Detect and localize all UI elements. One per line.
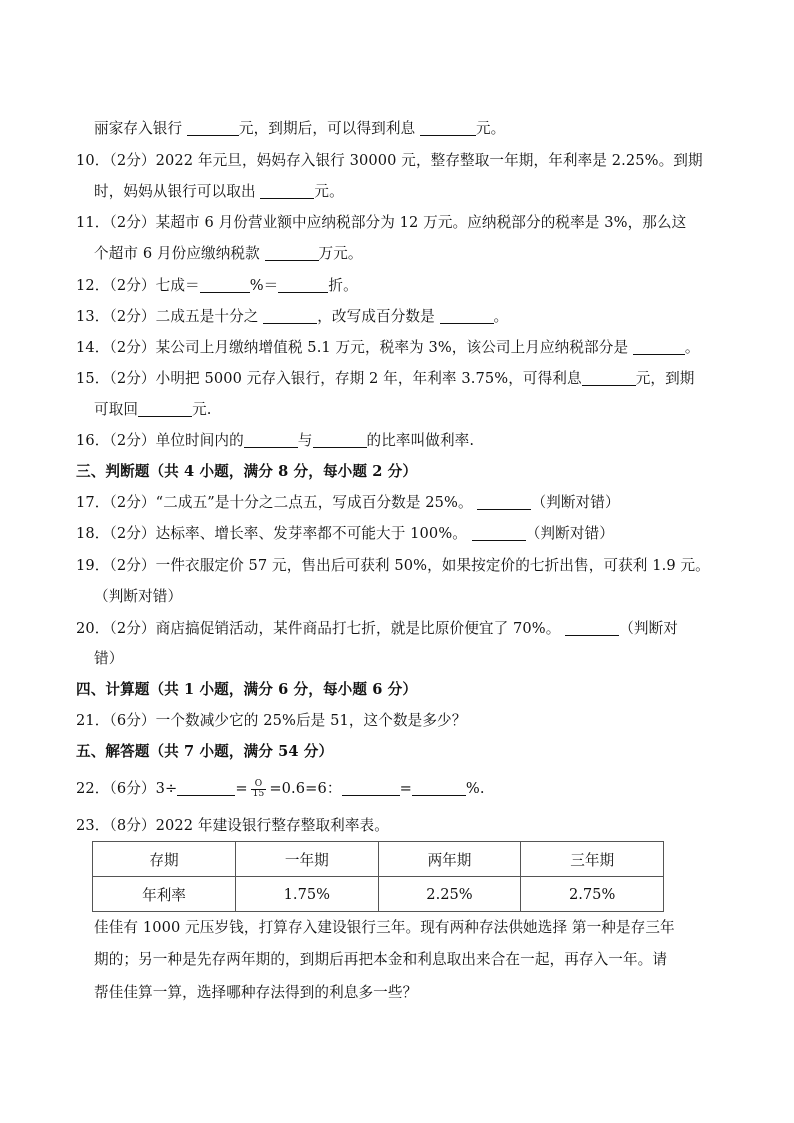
answer-blank[interactable] <box>187 120 239 136</box>
table-cell: 2.75% <box>521 877 664 912</box>
table-cell: 存期 <box>93 842 236 877</box>
answer-blank[interactable] <box>278 277 328 293</box>
section-5-heading: 五、解答题（共 7 小题，满分 54 分） <box>76 743 334 760</box>
interest-rate-table <box>92 841 664 912</box>
answer-blank[interactable] <box>138 401 192 417</box>
question-19-line2: （判断对错） <box>94 588 183 605</box>
answer-blank[interactable] <box>565 620 619 636</box>
question-23-title: 23．（8分）2022 年建设银行整存整取利率表。 <box>76 817 389 834</box>
answer-blank[interactable] <box>260 183 314 199</box>
section-3-heading: 三、判断题（共 4 小题，满分 8 分，每小题 2 分） <box>76 463 418 480</box>
question-10-line1: 10．（2分）2022 年元旦，妈妈存入银行 30000 元，整存整取一年期，年利率是 2.25%。到期 <box>76 152 703 169</box>
answer-blank[interactable] <box>200 277 250 293</box>
question-23-paragraph-line1: 佳佳有 1000 元压岁钱，打算存入建设银行三年。现有两种存法供她选择 第一种是存三年 <box>94 919 675 936</box>
question-23-paragraph-line2: 期的；另一种是先存两年期的，到期后再把本金和利息取出来合在一起，再存入一年。请 <box>94 951 668 968</box>
question-14: 14．（2分）某公司上月缴纳增值税 5.1 万元，税率为 3%，该公司上月应纳税部分是 。 <box>76 339 700 356</box>
fraction: $\frac{O}{15}$ <box>252 778 265 799</box>
table-cell: 2.25% <box>378 877 521 912</box>
question-16: 16．（2分）单位时间内的 与 的比率叫做利率. <box>76 432 475 449</box>
table-cell: 一年期 <box>236 842 379 877</box>
table-cell: 两年期 <box>378 842 521 877</box>
question-11-line2: 个超市 6 月份应缴纳税款 万元。 <box>94 245 363 262</box>
answer-blank[interactable] <box>440 308 494 324</box>
question-19-line1: 19．（2分）一件衣服定价 57 元，售出后可获利 50%，如果按定价的七折出售，可获利 1.9 元。 <box>76 557 710 574</box>
answer-blank[interactable] <box>582 370 636 386</box>
question-23-paragraph-line3: 帮佳佳算一算，选择哪种存法得到的利息多一些？ <box>94 984 418 1001</box>
question-21: 21．（6分）一个数减少它的 25%后是 51，这个数是多少？ <box>76 712 467 729</box>
question-13: 13．（2分）二成五是十分之 ，改写成百分数是 。 <box>76 308 509 325</box>
question-20-line2: 错） <box>94 650 124 667</box>
answer-blank[interactable] <box>263 308 317 324</box>
answer-blank[interactable] <box>177 780 235 796</box>
table-row <box>93 877 664 912</box>
answer-blank[interactable] <box>342 780 400 796</box>
answer-blank[interactable] <box>265 245 319 261</box>
question-15-line1: 15．（2分）小明把 5000 元存入银行，存期 2 年，年利率 3.75%，可得利息 元，到期 <box>76 370 695 387</box>
table-cell: 三年期 <box>521 842 664 877</box>
question-17: 17．（2分）“二成五”是十分之二点五，写成百分数是 25%。 （判断对错） <box>76 494 620 511</box>
q9-continuation: 丽家存入银行 元，到期后，可以得到利息 元。 <box>94 120 506 137</box>
question-11-line1: 11．（2分）某超市 6 月份营业额中应纳税部分为 12 万元。应纳税部分的税率是 3%，那么这 <box>76 214 687 231</box>
question-20-line1: 20．（2分）商店搞促销活动，某件商品打七折，就是比原价便宜了 70%。 （判断对 <box>76 620 678 637</box>
question-10-line2: 时，妈妈从银行可以取出 元。 <box>94 183 344 200</box>
answer-blank[interactable] <box>313 432 367 448</box>
answer-blank[interactable] <box>412 780 466 796</box>
table-header-row <box>93 842 664 877</box>
answer-blank[interactable] <box>420 120 476 136</box>
answer-blank[interactable] <box>244 432 298 448</box>
question-12: 12．（2分）七成＝ %＝ 折。 <box>76 277 358 294</box>
answer-blank[interactable] <box>633 339 685 355</box>
table-cell: 1.75% <box>236 877 379 912</box>
table-cell: 年利率 <box>93 877 236 912</box>
question-15-line2: 可取回 元. <box>94 401 212 418</box>
question-18: 18．（2分）达标率、增长率、发芽率都不可能大于 100%。 （判断对错） <box>76 525 614 542</box>
question-22: 22．（6分）3÷ = $\frac{O}{15}$ =0.6=6： = %. <box>76 778 485 799</box>
answer-blank[interactable] <box>472 525 526 541</box>
section-4-heading: 四、计算题（共 1 小题，满分 6 分，每小题 6 分） <box>76 681 418 698</box>
answer-blank[interactable] <box>477 494 531 510</box>
